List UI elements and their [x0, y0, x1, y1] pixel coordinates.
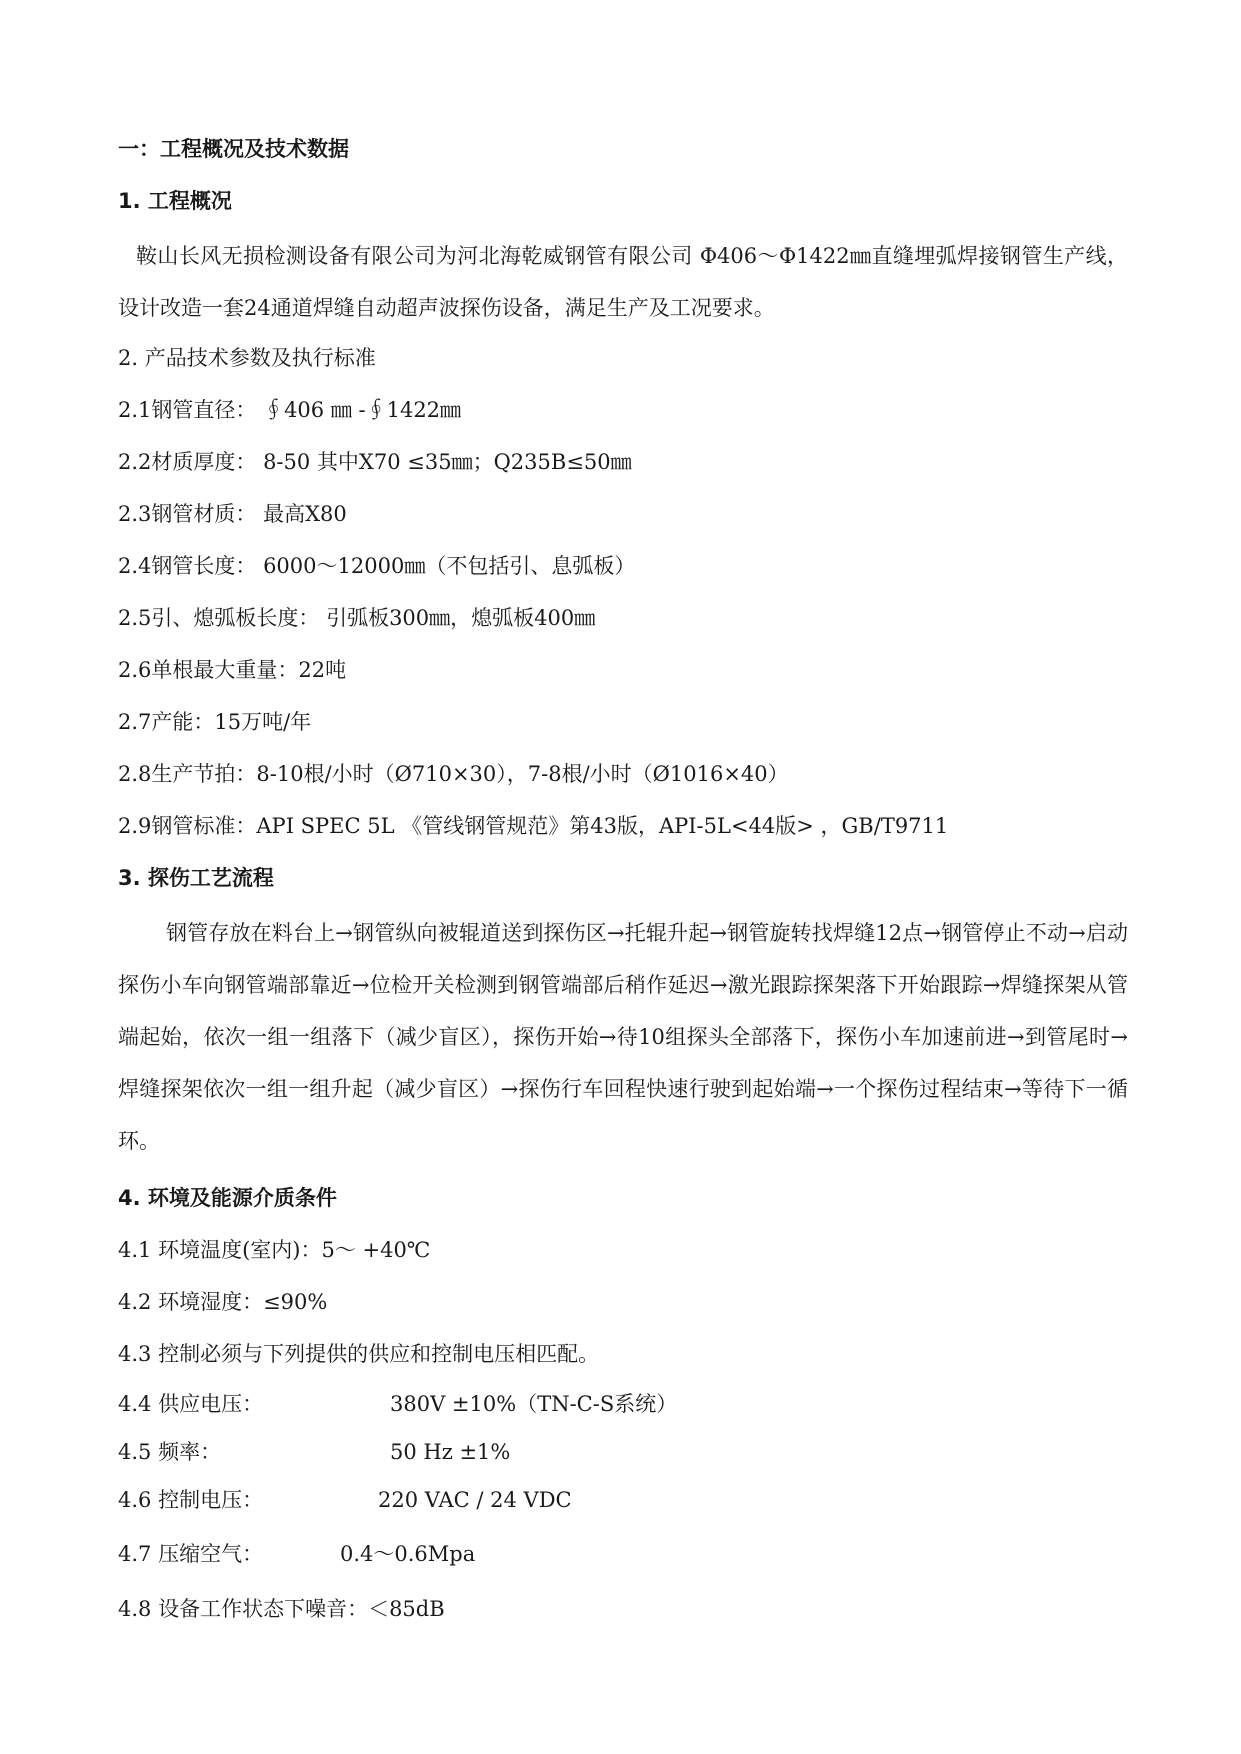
spec-item: 2.7产能：15万吨/年: [118, 710, 312, 734]
section-3-body: 钢管存放在料台上→钢管纵向被辊道送到探伤区→托辊升起→钢管旋转找焊缝12点→钢管停止不动→启动探伤小车向钢管端部靠近→位检开关检测到钢管端部后稍作延迟→激光跟踪探架落下开始跟踪→焊缝探架从管端起始，依次一组一组落下（减少盲区），探伤开始→待10组探头全部落下，探伤小车加速前进→到管尾时→焊缝探架依次一组一组升起（减少盲区）→探伤行车回程快速行驶到起始端→一个探伤过程结束→等待下一循环。: [118, 921, 1128, 1153]
env-item: [118, 1339, 1128, 1369]
env-item-label: 4.7 压缩空气：: [118, 1542, 264, 1566]
env-item-label: 4.5 频率：: [118, 1440, 222, 1464]
section-3-title: 3. 探伤工艺流程: [118, 866, 274, 890]
env-item: [118, 1437, 1128, 1467]
env-item-value: 380V ±10%（TN-C-S系统）: [390, 1392, 678, 1416]
env-item-label: 4.4 供应电压：: [118, 1392, 264, 1416]
section-4-title: 4. 环境及能源介质条件: [118, 1186, 337, 1210]
env-item-label: 4.6 控制电压：: [118, 1488, 264, 1512]
env-item: [118, 1235, 1128, 1265]
env-item: [118, 1389, 1128, 1419]
env-item: [118, 1539, 1128, 1569]
main-heading: 一：工程概况及技术数据: [118, 137, 349, 161]
env-item-value: 0.4～0.6Mpa: [340, 1542, 476, 1566]
spec-item: 2.9钢管标准：API SPEC 5L 《管线钢管规范》第43版，API-5L<44版> ，GB/T9711: [118, 814, 949, 838]
section-1-body: 鞍山长风无损检测设备有限公司为河北海乾威钢管有限公司 Φ406～Φ1422㎜直缝埋弧焊接钢管生产线，设计改造一套24通道焊缝自动超声波探伤设备，满足生产及工况要求。: [118, 244, 1128, 320]
env-item-label: 4.2 环境湿度：≤90%: [118, 1290, 328, 1314]
env-item: [118, 1594, 1128, 1624]
section-2-title: 2. 产品技术参数及执行标准: [118, 346, 376, 370]
env-item-label: 4.3 控制必须与下列提供的供应和控制电压相匹配。: [118, 1342, 600, 1366]
env-item-value: 50 Hz ±1%: [390, 1440, 511, 1464]
env-item: [118, 1485, 1128, 1515]
spec-item: 2.6单根最大重量：22吨: [118, 658, 347, 682]
spec-item: 2.8生产节拍：8-10根/小时（Ø710×30），7-8根/小时（Ø1016×40）: [118, 762, 789, 786]
spec-item: 2.2材质厚度： 8-50 其中X70 ≤35㎜；Q235B≤50㎜: [118, 450, 632, 474]
env-item-label: 4.1 环境温度(室内)：5～ +40℃: [118, 1238, 431, 1262]
env-item-label: 4.8 设备工作状态下噪音：＜85dB: [118, 1597, 445, 1621]
env-item-value: 220 VAC / 24 VDC: [378, 1488, 572, 1512]
spec-item: 2.3钢管材质： 最高X80: [118, 502, 347, 526]
env-item: [118, 1287, 1128, 1317]
spec-item: 2.5引、熄弧板长度： 引弧板300㎜，熄弧板400㎜: [118, 606, 596, 630]
section-1-title: 1. 工程概况: [118, 189, 232, 213]
spec-item: 2.4钢管长度： 6000～12000㎜（不包括引、息弧板）: [118, 554, 636, 578]
spec-item: 2.1钢管直径： ∮406 ㎜ -∮1422㎜: [118, 398, 462, 422]
